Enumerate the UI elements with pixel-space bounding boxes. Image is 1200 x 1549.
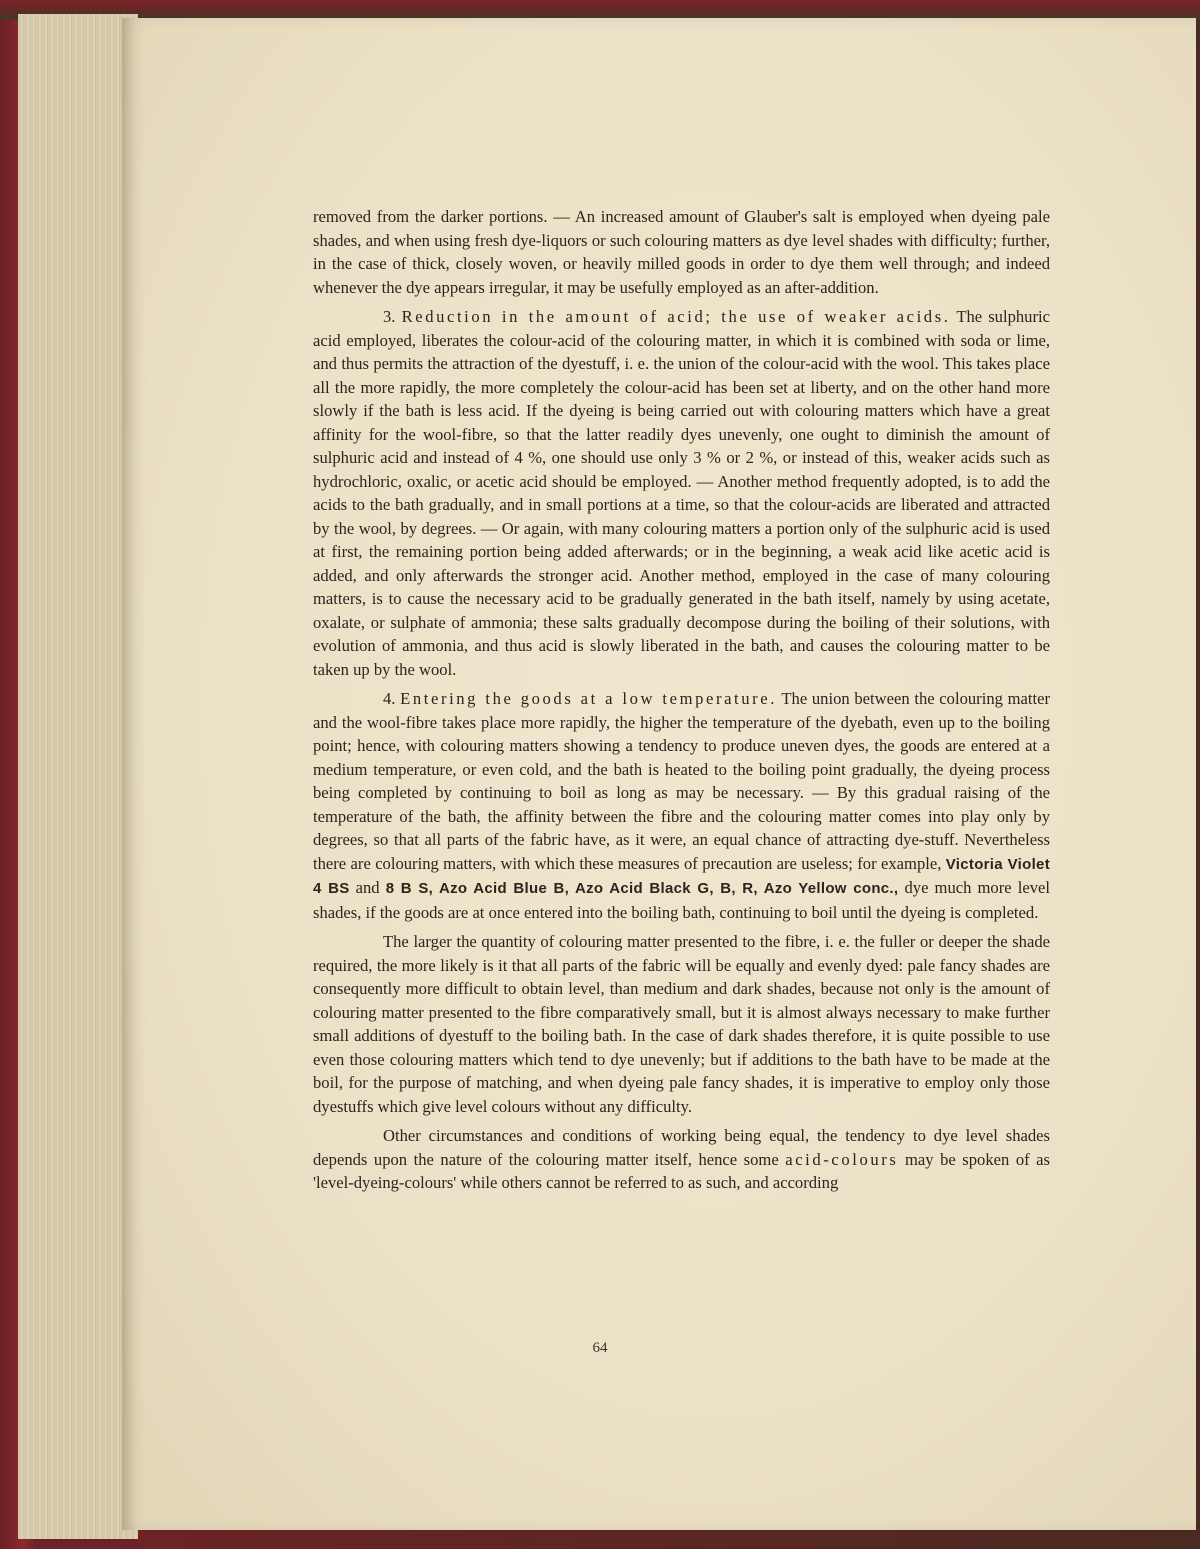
paragraph <box>313 687 1050 924</box>
body-text <box>313 205 1050 1201</box>
page-number: 64 <box>592 1340 608 1356</box>
text-run: may be spoken of as 'level-dyeing-colours' while others cannot be referred to as such, and according <box>313 1149 1051 1192</box>
page-edges <box>18 14 138 1539</box>
text-run: dye much more level shades, if the goods are at once entered into the boiling bath, continuing to boil until the dyeing is completed. <box>313 878 1050 922</box>
text-run: The union between the colouring matter and the wool-fibre takes place more rapidly, the higher the temperature of the dyebath, even up to the boiling point; hence, with colouring matters showing a tendency to produce uneven dyes, the goods are entered at a medium temperature, or even cold, and the bath is heated to the boiling point gradually, the dyeing process being completed by continuing to boil as long as may be necessary. — By this gradual raising of the temperature of the bath, the affinity between the fibre and the colouring matter comes into play only by degrees, so that all parts of the fabric have, as it were, an equal chance of attracting dye-stuff. Nevertheless there are colouring matters, with which these measures of precaution are useless; for example, <box>313 689 1050 873</box>
text-run: Other circumstances and conditions of working being equal, the tendency to dye level shades depends upon the nature of the colouring matter itself, hence some <box>313 1126 1050 1169</box>
emphasized-term: acid-colours <box>785 1149 899 1169</box>
paragraph <box>313 930 1050 1118</box>
text-run: removed from the darker portions. — An increased amount of Glauber's salt is employed when dyeing pale shades, and when using fresh dye-liquors or such colouring matters as dye level shades with difficulty; further, in the case of thick, closely woven, or heavily milled goods in order to dye them well through; and indeed whenever the dye appears irregular, it may be usefully employed as an after-addition. <box>313 207 1050 297</box>
dye-name: 8 B S, Azo Acid Blue B, Azo Acid Black G, B, R, Azo Yellow conc., <box>385 880 899 897</box>
paragraph <box>313 305 1050 681</box>
text-run: and <box>349 878 386 897</box>
paragraph <box>313 205 1050 299</box>
paragraph <box>313 1124 1050 1195</box>
cover-top-edge <box>0 0 1200 20</box>
dye-name: Victoria Violet 4 BS <box>313 855 1050 897</box>
section-heading: Entering the goods at a low temperature. <box>400 689 777 708</box>
text-run: 4. <box>383 689 401 708</box>
section-heading: Reduction in the amount of acid; the use of weaker acids. <box>401 307 951 326</box>
text-run: The larger the quantity of colouring matter presented to the fibre, i. e. the fuller or deeper the shade required, the more likely is it that all parts of the fabric will be equally and evenly dyed: pale fancy shades are consequently more difficult to obtain level, than medium and dark shades, because not only is the amount of colouring matter presented to the fibre comparatively small, but it is almost always necessary to make further small additions of dyestuff to the boiling bath. In the case of dark shades therefore, it is quite possible to use even those colouring matters which tend to dye unevenly; but if additions to the bath have to be made at the boil, for the purpose of matching, and when dyeing pale fancy shades, it is imperative to employ only those dyestuffs which give level colours without any difficulty. <box>313 932 1050 1116</box>
text-run: 3. <box>383 307 402 326</box>
text-run: The sulphuric acid employed, liberates the colour-acid of the colouring matter, in which it is combined with soda or lime, and thus permits the attraction of the dyestuff, i. e. the union of the colour-acid with the wool. This takes place all the more rapidly, the more completely the colour-acid has been set at liberty, and on the other hand more slowly if the bath is less acid. If the dyeing is being carried out with colouring matters which have a great affinity for the wool-fibre, so that the latter readily dyes unevenly, one ought to diminish the amount of sulphuric acid and instead of 4 %, one should use only 3 % or 2 %, or instead of this, weaker acids such as hydrochloric, oxalic, or acetic acid should be employed. — Another method frequently adopted, is to add the acids to the bath gradually, and in small portions at a time, so that the colour-acids are liberated and attracted by the wool, by degrees. — Or again, with many colouring matters a portion only of the sulphuric acid is used at first, the remaining portion being added afterwards; or in the beginning, a weak acid like acetic acid is added, and only afterwards the stronger acid. Another method, employed in the case of many colouring matters, is to cause the necessary acid to be gradually generated in the bath itself, namely by using acetate, oxalate, or sulphate of ammonia; these salts gradually decompose during the boiling of their solutions, with evolution of ammonia, and thus acid is slowly liberated in the bath, and causes the colouring matter to be taken up by the wool. <box>313 307 1050 679</box>
